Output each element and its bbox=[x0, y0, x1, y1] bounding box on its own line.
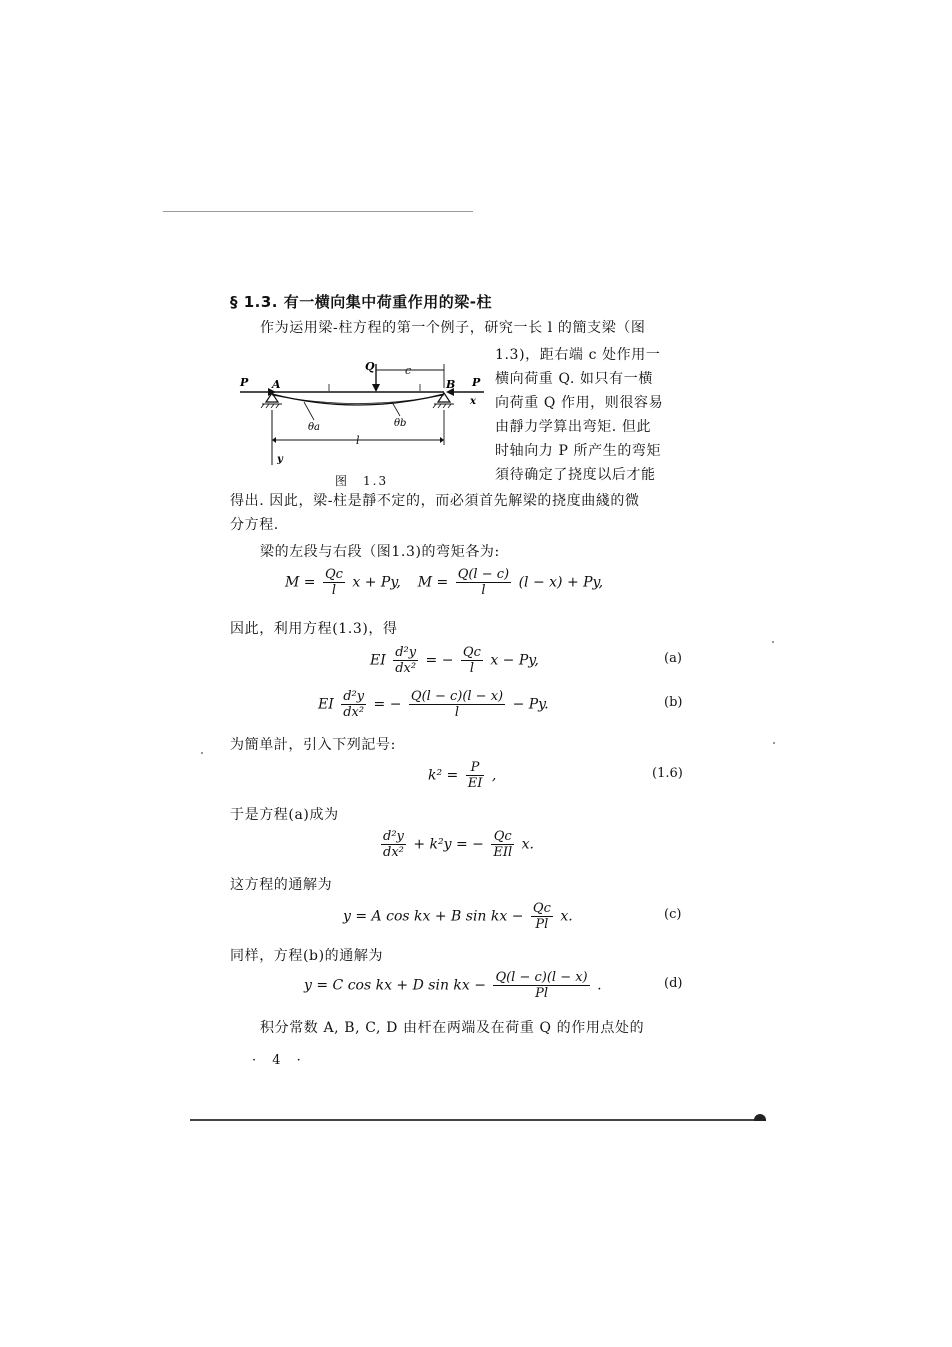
label-b: B bbox=[446, 378, 456, 391]
label-theta-a: θa bbox=[308, 422, 320, 433]
equation-moments bbox=[285, 567, 603, 598]
eq-m2-rest: (l − x) + Py, bbox=[518, 574, 604, 591]
section-number: § 1.3. bbox=[230, 293, 278, 311]
top-divider bbox=[163, 211, 473, 212]
side-line: 由靜力学算出弯矩. 但此 bbox=[495, 419, 652, 435]
intro-line-after-2: 分方程. bbox=[230, 517, 279, 533]
beam-column-figure bbox=[232, 350, 492, 470]
eq-m2-fraction: $\frac{Q(l - c)}{l}$ bbox=[457, 567, 510, 598]
text-similarly: 同样，方程(b)的通解为 bbox=[230, 948, 384, 964]
section-title: 有一横向集中荷重作用的梁-柱 bbox=[283, 293, 492, 311]
scan-speck bbox=[201, 752, 203, 754]
side-line: 时轴向力 P 所产生的弯矩 bbox=[495, 443, 662, 459]
label-l: l bbox=[356, 434, 360, 447]
deflection-curve-inner bbox=[272, 395, 444, 404]
side-line: 須待确定了挠度以后才能 bbox=[495, 467, 656, 483]
label-p-right: P bbox=[472, 376, 481, 389]
equation-a-label: (a) bbox=[664, 651, 682, 666]
load-q-arrowhead bbox=[372, 384, 380, 392]
section-heading bbox=[230, 291, 492, 312]
text-using: 因此，利用方程(1.3)，得 bbox=[230, 621, 398, 637]
side-line: 向荷重 Q 作用，则很容易 bbox=[495, 395, 664, 411]
text-becomes: 于是方程(a)成为 bbox=[230, 807, 339, 823]
bottom-scan-rule bbox=[190, 1119, 760, 1121]
eq-m2-lhs: M = bbox=[417, 574, 449, 591]
figure-caption: 图 1.3 bbox=[335, 474, 389, 488]
label-c: c bbox=[405, 364, 412, 377]
equation-b: EI $\frac{\text{d²y}}{\text{dx²}}$ = − $\frac{Q(l - c)(l - x)}{l}$ − Py. bbox=[318, 689, 549, 720]
theta-b-pointer bbox=[392, 402, 400, 416]
equation-a: EI $\frac{\text{d²y}}{\text{dx²}}$ = − $\frac{Qc}{l}$ x − Py, bbox=[370, 645, 539, 676]
text-moments: 梁的左段与右段（图1.3)的弯矩各为: bbox=[260, 544, 500, 560]
page-number: · 4 · bbox=[252, 1053, 307, 1068]
intro-side-text bbox=[495, 343, 695, 487]
text-general: 这方程的通解为 bbox=[230, 877, 333, 893]
intro-line-1: 作为运用梁-柱方程的第一个例子，研究一长 l 的簡支梁（图 bbox=[260, 320, 646, 336]
eq-m1-fraction: $\frac{Qc}{l}$ bbox=[324, 567, 343, 598]
equation-1-6: k² = $\frac{P}{EI}$ , bbox=[428, 760, 497, 791]
equation-c-label: (c) bbox=[664, 907, 682, 922]
equation-b-label: (b) bbox=[664, 695, 683, 710]
equation-k: $\frac{\text{d²y}}{\text{dx²}}$ + k²y = − $\frac{Qc}{\text{EIl}}$ x. bbox=[383, 829, 534, 860]
side-line: 横向荷重 Q. 如只有一横 bbox=[495, 371, 653, 387]
label-p-left: P bbox=[240, 376, 249, 389]
text-notation: 为簡单計，引入下列記号: bbox=[230, 737, 396, 753]
intro-line-after-1: 得出. 因此，梁-柱是靜不定的，而必須首先解梁的挠度曲綫的微 bbox=[230, 493, 640, 509]
scan-blob bbox=[754, 1114, 766, 1121]
label-q: Q bbox=[365, 360, 375, 373]
label-theta-b: θb bbox=[394, 418, 407, 429]
eq-m1-lhs: M = bbox=[285, 574, 316, 591]
eq-m1-rest: x + Py, bbox=[352, 574, 401, 591]
equation-d-label: (d) bbox=[664, 976, 683, 991]
scan-speck bbox=[772, 641, 774, 643]
theta-a-pointer bbox=[304, 402, 314, 420]
equation-1-6-label: (1.6) bbox=[652, 766, 683, 781]
label-a: A bbox=[272, 378, 281, 391]
text-constants: 积分常数 A, B, C, D 由杆在两端及在荷重 Q 的作用点处的 bbox=[260, 1020, 645, 1036]
equation-d: y = C cos kx + D sin kx − $\frac{Q(l - c)(l - x)}{Pl}$ . bbox=[304, 970, 602, 1001]
side-line: 1.3)，距右端 c 处作用一 bbox=[495, 347, 661, 363]
scan-speck bbox=[773, 742, 775, 744]
label-x: x bbox=[470, 396, 476, 407]
label-y: y bbox=[277, 454, 283, 465]
equation-c: y = A cos kx + B sin kx − $\frac{Qc}{Pl}$ x. bbox=[343, 901, 573, 932]
